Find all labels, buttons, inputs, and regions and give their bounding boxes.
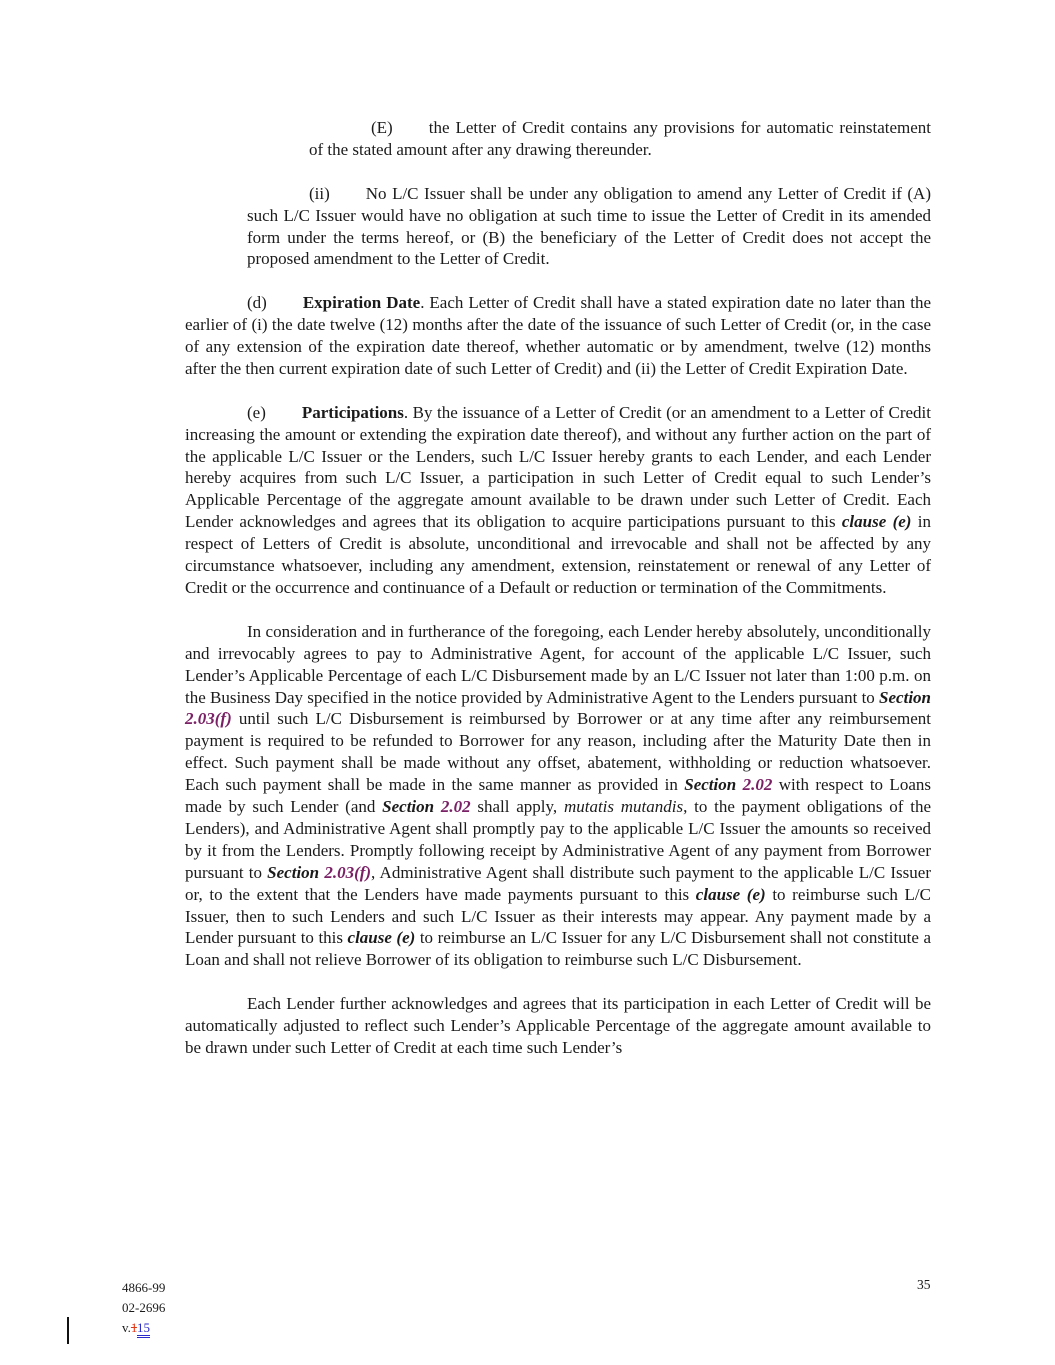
text-run: Section: [684, 775, 743, 795]
text-run: (d): [247, 293, 267, 313]
text-run: Section: [382, 797, 441, 817]
text-run: (ii): [309, 183, 330, 203]
paragraph: [185, 993, 931, 1059]
section-reference-link[interactable]: 2.03(f): [324, 862, 372, 882]
text-run: the Letter of Credit contains any provisions for automatic reinstatement of the stated amount after any drawing thereunder.: [309, 118, 931, 159]
page-number: 35: [917, 1277, 931, 1292]
text-run: , to the payment obligations of the Lenders), and Administrative Agent shall promptly pay to the applicable L/C Issuer the amounts so received by it from the Lenders. Promptly following receipt by Administrative Agent of any payment from Borrower pursuant to: [185, 797, 931, 882]
text-run: shall apply,: [470, 797, 564, 817]
paragraph: [185, 402, 931, 599]
deleted-version-text: 1: [130, 1320, 137, 1335]
footer-doc-number: 4866-99: [122, 1280, 166, 1295]
footer-matter-number: 02-2696: [122, 1300, 166, 1315]
section-reference-link[interactable]: 2.03(f): [185, 709, 232, 729]
text-run: in respect of Letters of Credit is absolute, unconditional and irrevocable and shall not be affected by any circumstance whatsoever, including any amendment, extension, reinstatement or renewal of any Letter of Credit or the occurrence and continuance of a Default or reduction or termination of the Commitments.: [185, 512, 931, 597]
text-run: Participations: [301, 402, 404, 422]
paragraph: [185, 292, 931, 380]
text-run: , Administrative Agent shall distribute such payment to the applicable L/C Issuer or, to the extent that the Lenders have made payments pursuant to this: [185, 862, 931, 904]
paragraph: [185, 621, 931, 972]
section-reference-link[interactable]: 2.02: [742, 775, 773, 795]
document-body: [185, 117, 931, 1081]
text-run: to reimburse an L/C Issuer for any L/C Disbursement shall not constitute a Loan and shall not relieve Borrower of its obligation to reimburse such L/C Disbursement.: [185, 928, 932, 970]
text-run: to reimburse such L/C Issuer, then to such Lenders and such L/C Issuer as their interests may appear. Any payment made by a Lender pursuant to this: [185, 884, 931, 948]
text-run: Expiration Date: [302, 293, 421, 313]
paragraph: [309, 117, 931, 161]
section-reference-link[interactable]: 2.02: [440, 797, 471, 817]
text-run: with respect to Loans made by such Lender (and: [185, 775, 931, 817]
footer-version-line: [122, 1318, 165, 1338]
text-run: Each Lender further acknowledges and agrees that its participation in each Letter of Credit will be automatically adjusted to reflect such Lender’s Applicable Percentage of the aggregate amount available to be drawn under such Letter of Credit at each time such Lender’s: [185, 994, 931, 1057]
text-run: clause (e): [841, 512, 912, 532]
text-run: until such L/C Disbursement is reimbursed by Borrower or at any time after any reimbursement payment is required to be refunded to Borrower for any reason, including after the Maturity Date then in effect. Such payment shall be made without any offset, abatement, withholding or reduction whatsoever. Each such payment shall be made in the same manner as provided in: [185, 709, 931, 795]
inserted-version-text: 15: [137, 1320, 150, 1338]
text-run: (E): [371, 118, 393, 137]
text-run: clause (e): [347, 928, 416, 948]
footer-version-prefix: v.: [122, 1320, 131, 1335]
paragraph: [247, 183, 931, 271]
text-run: . By the issuance of a Letter of Credit (or an amendment to a Letter of Credit increasing the amount or extending the expiration date thereof), and without any further action on the part of the applicable L/C Issuer or the Lenders, such L/C Issuer hereby grants to each Lender, and each Lender hereby acquires from such L/C Issuer, a participation in such Letter of Credit equal to such Lender’s Applicable Percentage of the aggregate amount available to be drawn under such Letter of Credit. Each Lender acknowledges and agrees that its obligation to acquire participations pursuant to this: [185, 402, 931, 532]
revision-change-bar: [67, 1317, 69, 1344]
text-run: clause (e): [695, 884, 766, 904]
footer-doc-id-block: [122, 1278, 165, 1338]
text-run: Section: [879, 687, 931, 707]
text-run: Section: [267, 862, 325, 882]
text-run: . Each Letter of Credit shall have a stated expiration date no later than the earlier of (i) the date twelve (12) months after the date of the issuance of such Letter of Credit (or, in the case of any extension of the expiration date thereof, whether automatic or by amendment, twelve (12) months after the then current expiration date of such Letter of Credit) and (ii) the Letter of Credit Expiration Date.: [185, 293, 932, 378]
text-run: (e): [247, 402, 266, 422]
text-run: mutatis mutandis: [563, 797, 684, 817]
text-run: No L/C Issuer shall be under any obligation to amend any Letter of Credit if (A) such L/C Issuer would have no obligation at such time to issue the Letter of Credit in its amended form under the terms hereof, or (B) the beneficiary of the Letter of Credit does not accept the proposed amendment to the Letter of Credit.: [247, 183, 931, 269]
text-run: In consideration and in furtherance of the foregoing, each Lender hereby absolutely, unconditionally and irrevocably agrees to pay to Administrative Agent, for account of the applicable L/C Issuer, such Lender’s Applicable Percentage of each L/C Disbursement made by an L/C Issuer not later than 1:00 p.m. on the Business Day specified in the notice provided by Administrative Agent to the Lenders pursuant to: [185, 621, 931, 707]
